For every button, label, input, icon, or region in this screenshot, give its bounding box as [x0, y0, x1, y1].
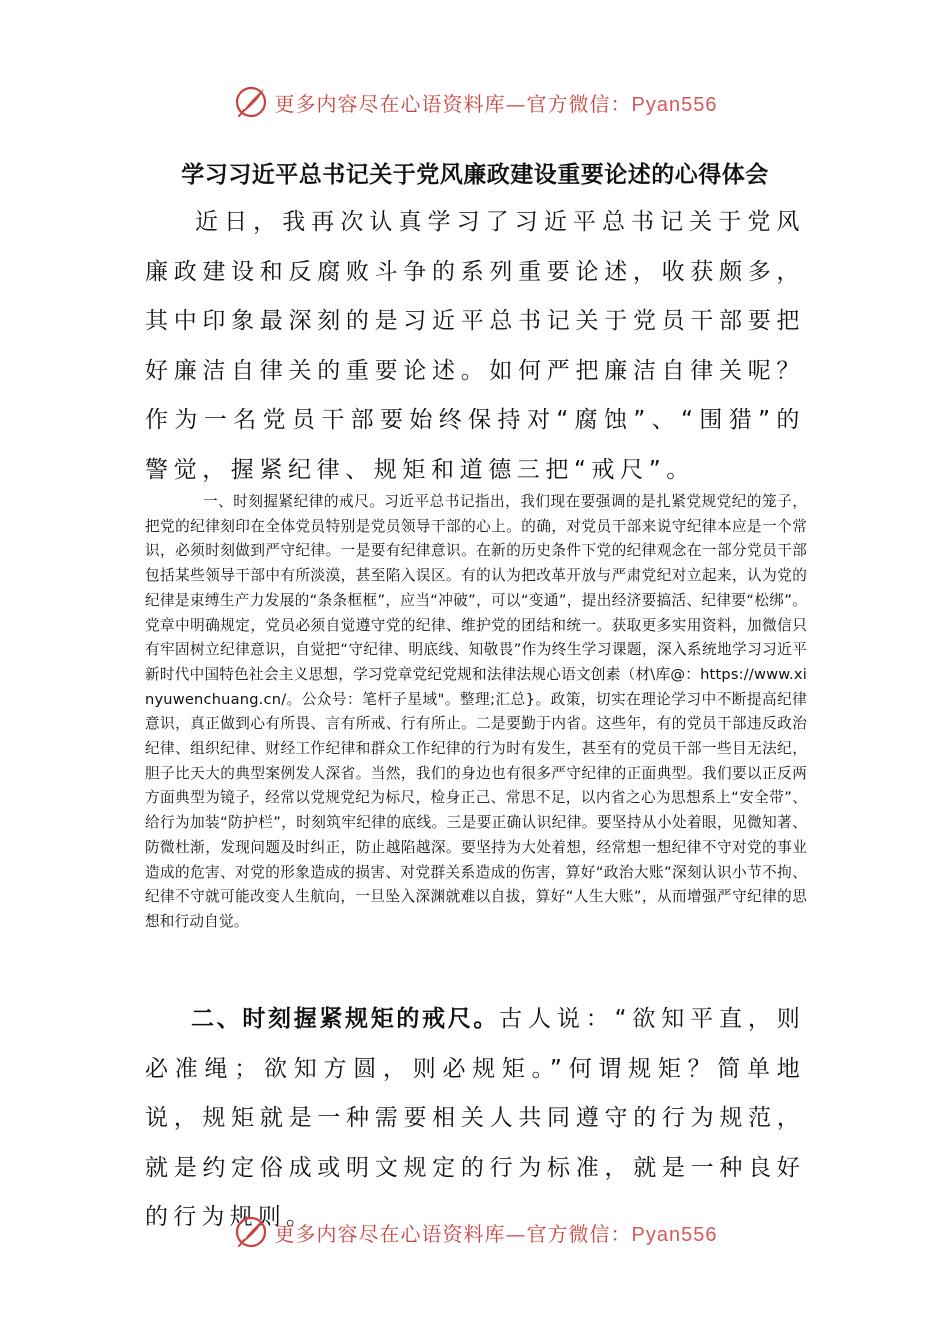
banner-text	[275, 88, 718, 117]
banner-prefix: 更多内容尽在心语资料库—官方微信：	[274, 1221, 632, 1246]
wechat-id: Pyan556	[631, 93, 718, 116]
intro-paragraph: 近日，我再次认真学习了习近平总书记关于党风廉政建设和反腐败斗争的系列重要论述，收获颇多，其中印象最深刻的是习近平总书记关于党员干部要把好廉洁自律关的重要论述。如何严把廉洁自律关呢？作为一名党员干部要始终保持对“腐蚀”、“围猎”的警觉，握紧纪律、规矩和道德三把“戒尺”。	[145, 209, 805, 483]
quill-circle-icon	[233, 1214, 269, 1250]
header-banner	[0, 82, 950, 122]
banner-prefix: 更多内容尽在心语资料库—官方微信：	[274, 91, 632, 116]
section-2-body: 古人说：“欲知平直，则必准绳；欲知方圆，则必规矩。”何谓规矩？简单地说，规矩就是一种需要相关人共同遵守的行为规范，就是约定俗成或明文规定的行为标准，就是一种良好的行为规则。	[145, 1006, 806, 1230]
banner-text	[275, 1218, 718, 1247]
footer-banner	[0, 1212, 950, 1252]
section-2-heading: 二、时刻握紧规矩的戒尺。	[191, 1006, 500, 1032]
section-1-paragraph: 一、时刻握紧纪律的戒尺。习近平总书记指出，我们现在要强调的是扎紧党规党纪的笼子，把党的纪律刻印在全体党员特别是党员领导干部的心上。的确，对党员干部来说守纪律本应是一个常识，必须时刻做到严守纪律。一是要有纪律意识。在新的历史条件下党的纪律观念在一部分党员干部包括某些领导干部中有所淡漠，甚至陷入误区。有的认为把改革开放与严肃党纪对立起来，认为党的纪律是束缚生产力发展的“条条框框”，应当“冲破”，可以“变通”，提出经济要搞活、纪律要“松绑”。党章中明确规定，党员必须自觉遵守党的纪律、维护党的团结和统一。获取更多实用资料，加微信只有牢固树立纪律意识，自觉把“守纪律、明底线、知敬畏”作为终生学习课题，深入系统地学习习近平新时代中国特色社会主义思想，学习党章党纪党规和法律法规心语文创素（材\库@：https://www.xinyuwenchuang.cn/。公众号：笔杆子星域"。整理;汇总}。政策，切实在理论学习中不断提高纪律意识，真正做到心有所畏、言有所戒、行有所止。二是要勤于内省。这些年，有的党员干部违反政治纪律、组织纪律、财经工作纪律和群众工作纪律的行为时有发生，甚至有的党员干部一些目无法纪，胆子比天大的典型案例发人深省。当然，我们的身边也有很多严守纪律的正面典型。我们要以正反两方面典型为镜子，经常以党规党纪为标尺，检身正己、常思不足，以内省之心为思想系上“安全带”、给行为加装“防护栏”，时刻筑牢纪律的底线。三是要正确认识纪律。要坚持从小处着眼，见微知著、防微杜渐，发现问题及时纠正，防止越陷越深。要坚持为大处着想，经常想一想纪律不守对党的事业造成的危害、对党的形象造成的损害、对党群关系造成的伤害，算好“政治大账”深刻认识小节不拘、纪律不守就可能改变人生航向，一旦坠入深渊就难以自拔，算好“人生大账”，从而增强严守纪律的思想和行动自觉。	[145, 493, 807, 930]
section-2-paragraph	[145, 995, 805, 1243]
quill-circle-icon	[233, 84, 269, 120]
wechat-id: Pyan556	[631, 1223, 718, 1246]
page-title: 学习习近平总书记关于党风廉政建设重要论述的心得体会	[181, 162, 769, 188]
